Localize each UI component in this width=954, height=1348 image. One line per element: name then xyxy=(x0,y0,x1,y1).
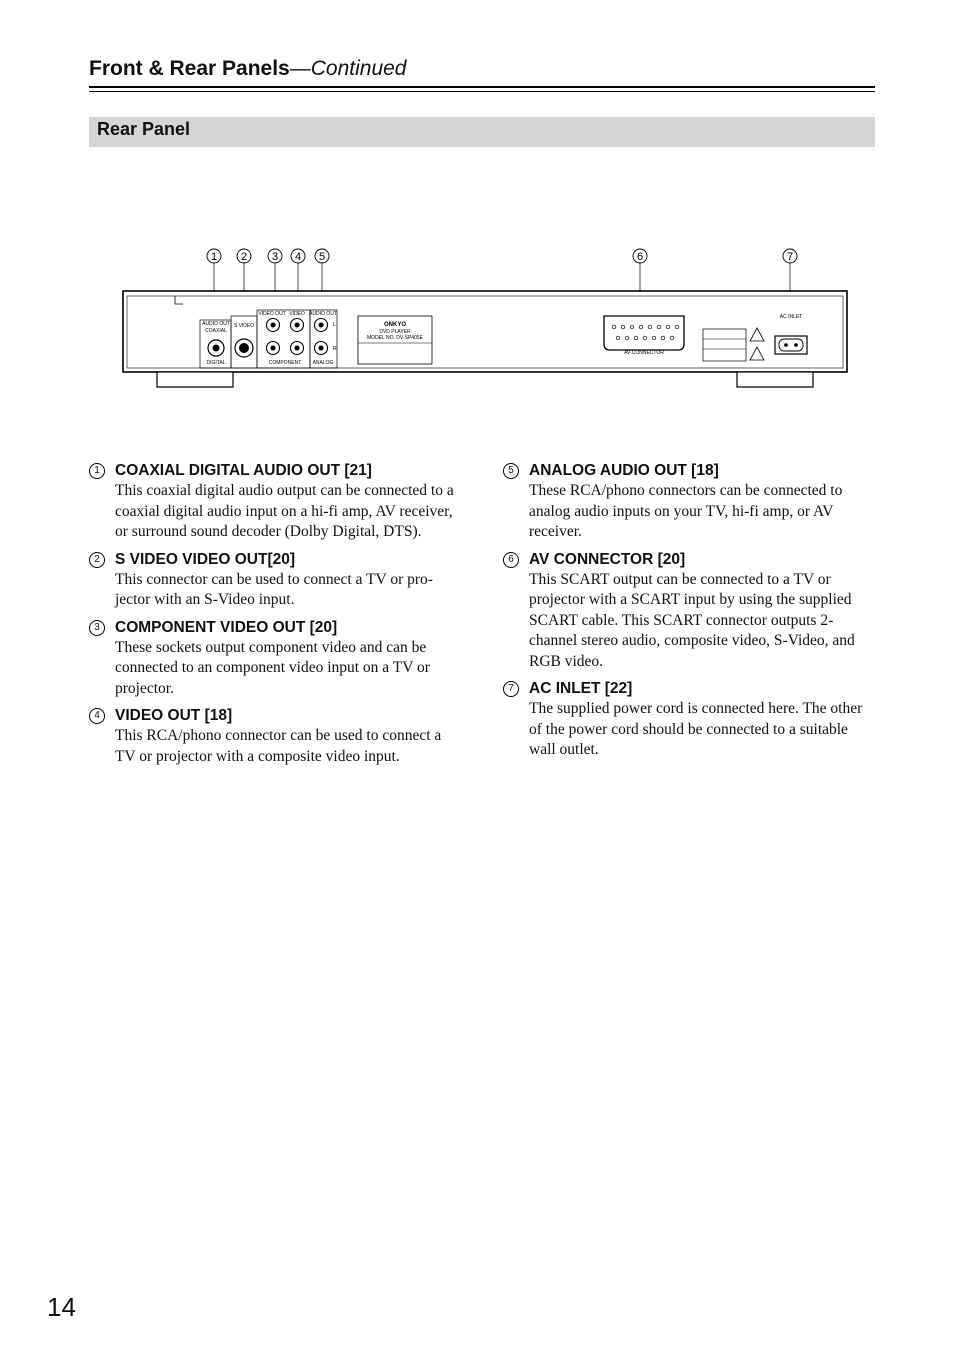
svideo-jack-center xyxy=(239,343,249,353)
label-av-connector: AV CONNECTOR xyxy=(624,350,664,356)
callout-5-text: 5 xyxy=(318,251,326,263)
list-item xyxy=(89,549,461,611)
label-coaxial: COAXIAL xyxy=(205,328,227,334)
item-number: 7 xyxy=(503,681,519,697)
header-rule-thick xyxy=(89,86,875,88)
label-ac-inlet: AC INLET xyxy=(779,314,803,320)
list-item xyxy=(89,705,461,767)
label-digital: DIGITAL xyxy=(206,360,226,366)
item-title: ANALOG AUDIO OUT [18] xyxy=(529,462,719,479)
list-item xyxy=(503,678,875,761)
callout-7-text: 7 xyxy=(786,251,794,263)
audio-l-jack-pin xyxy=(319,323,324,328)
item-body: This coaxial digital audio output can be connected to a coaxial digital audio input on a hi-fi amp, AV receiver, or surround sound decoder (Dolby Digital, DTS). xyxy=(115,482,454,540)
header-rule-thin xyxy=(89,91,875,92)
label-analog: ANALOG xyxy=(312,360,334,366)
foot-left xyxy=(157,372,233,387)
label-video-out: VIDEO OUT xyxy=(258,311,286,317)
ac-inlet-socket xyxy=(779,339,803,351)
list-item xyxy=(503,549,875,673)
label-model-line2: MODEL NO. DV-SP405E xyxy=(367,335,423,341)
video-jack-pin xyxy=(295,323,300,328)
label-r: R xyxy=(333,346,337,352)
list-item xyxy=(89,617,461,700)
callout-6-text: 6 xyxy=(636,251,644,263)
item-title: AV CONNECTOR [20] xyxy=(529,550,686,568)
label-model-line1: DVD PLAYER xyxy=(379,329,411,335)
callout-4-text: 4 xyxy=(294,251,302,263)
ac-pin-1 xyxy=(784,343,788,347)
callout-1 xyxy=(207,249,221,263)
scart-connector xyxy=(604,316,684,350)
ac-pin-2 xyxy=(794,343,798,347)
foot-right xyxy=(737,372,813,387)
page-number: 14 xyxy=(47,1292,76,1322)
header-title: Front & Rear Panels xyxy=(89,57,290,80)
item-body: These sockets output component video and can be connected to an component video input on a TV or projector. xyxy=(115,638,430,697)
item-title: S VIDEO VIDEO OUT[20] xyxy=(115,550,296,568)
item-body: This connector can be used to connect a TV or pro-jector with an S-Video input. xyxy=(115,570,433,608)
list-item xyxy=(89,460,461,543)
item-number: 4 xyxy=(89,708,105,724)
item-number: 3 xyxy=(89,620,105,636)
item-number: 2 xyxy=(89,552,105,568)
description-column-right xyxy=(503,460,875,767)
item-body: This RCA/phono connector can be used to connect a TV or projector with a composite video input. xyxy=(115,727,442,765)
item-title: COAXIAL DIGITAL AUDIO OUT [21] xyxy=(115,462,372,479)
item-title: COMPONENT VIDEO OUT [20] xyxy=(115,618,338,636)
item-body: These RCA/phono connectors can be connected to analog audio inputs on your TV, hi-fi amp, or AV receiver. xyxy=(529,482,843,540)
callout-4 xyxy=(291,249,305,263)
coaxial-jack-pin xyxy=(213,345,220,352)
callout-5 xyxy=(315,249,329,263)
label-component: COMPONENT xyxy=(268,360,302,366)
audio-r-jack-pin xyxy=(319,346,324,351)
callout-3-text: 3 xyxy=(271,251,279,263)
callout-6 xyxy=(633,249,647,263)
item-number: 1 xyxy=(89,463,105,479)
label-audio-out-2: AUDIO OUT xyxy=(309,311,337,317)
callout-1-text: 1 xyxy=(210,251,218,263)
header-continued: —Continued xyxy=(289,57,407,80)
chassis-outline xyxy=(123,291,847,372)
section-bar xyxy=(89,117,875,147)
item-title: VIDEO OUT [18] xyxy=(115,707,233,724)
item-body: The supplied power cord is connected here. The other of the power cord should be connected to a suitable wall outlet. xyxy=(529,700,863,758)
callout-2 xyxy=(237,249,251,263)
description-column-left xyxy=(89,460,461,773)
page-header xyxy=(89,56,875,82)
item-number: 6 xyxy=(503,552,519,568)
rear-panel-illustration xyxy=(0,240,954,400)
callout-3 xyxy=(268,249,282,263)
label-brand: ONKYO xyxy=(383,322,407,328)
label-l: L xyxy=(333,322,336,328)
section-title: Rear Panel xyxy=(97,119,191,139)
list-item xyxy=(503,460,875,543)
callout-7 xyxy=(783,249,797,263)
label-s-video: S VIDEO xyxy=(233,323,255,329)
item-title: AC INLET [22] xyxy=(529,680,633,697)
item-number: 5 xyxy=(503,463,519,479)
label-audio-out: AUDIO OUT xyxy=(202,321,230,327)
label-video: VIDEO xyxy=(289,311,305,317)
rear-panel-diagram xyxy=(0,240,954,400)
callout-2-text: 2 xyxy=(240,251,248,263)
item-body: This SCART output can be connected to a TV or projector with a SCART input by using the supplied SCART cable. This SCART connector outputs 2-channel stereo audio, composite video, S-Video, and RGB video. xyxy=(529,570,855,670)
